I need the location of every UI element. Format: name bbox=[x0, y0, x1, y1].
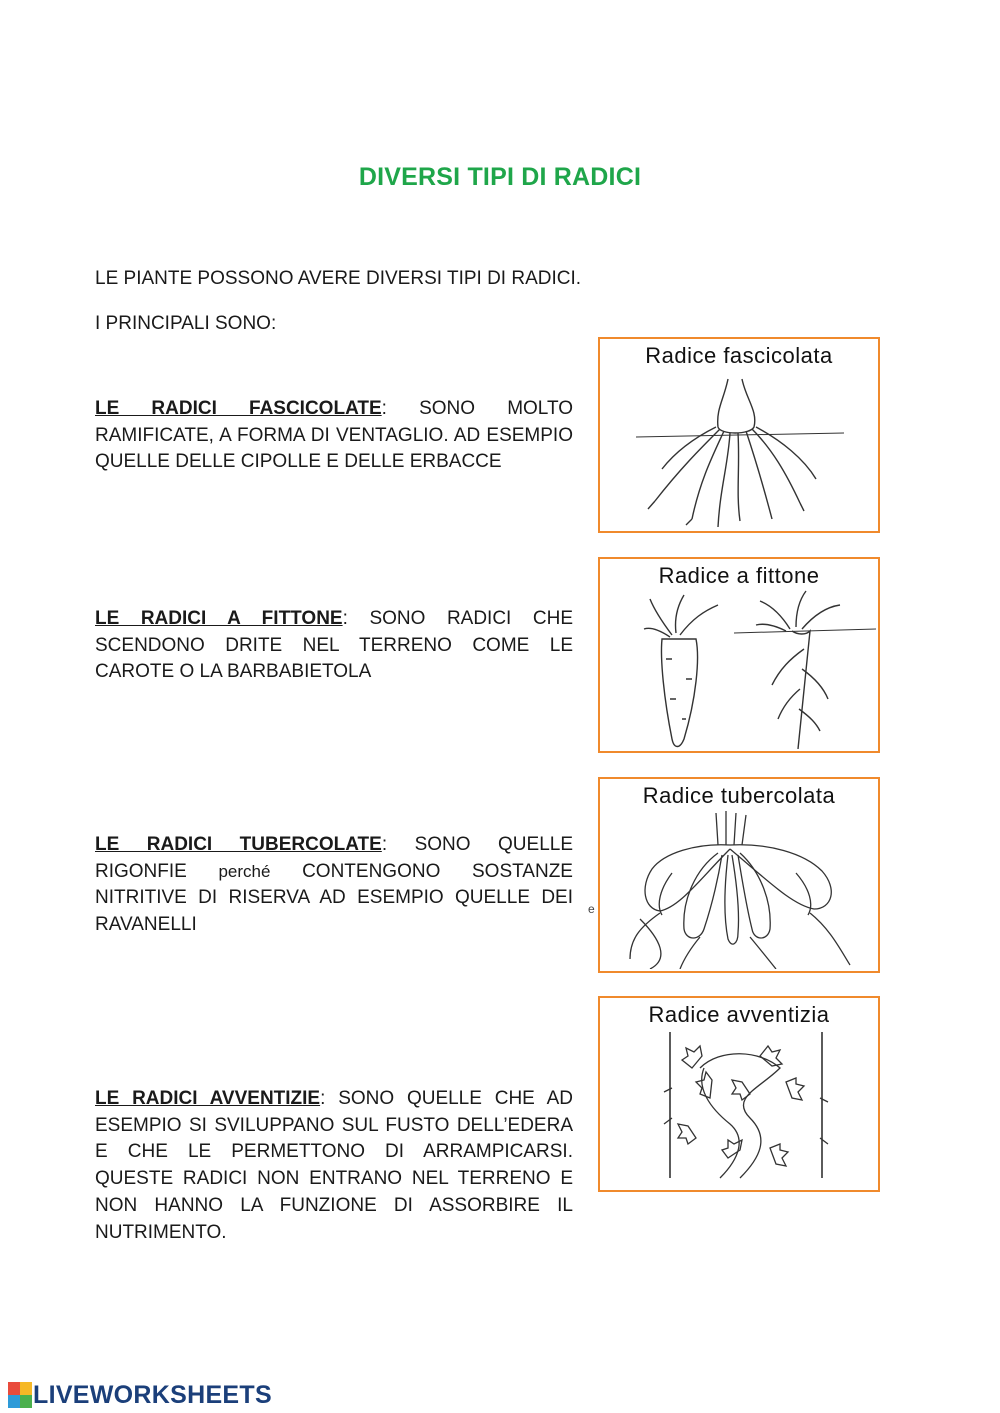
section-tubercolate bbox=[95, 832, 573, 939]
section-heading: LE RADICI A FITTONE bbox=[95, 608, 343, 629]
intro-line: LE PIANTE POSSONO AVERE DIVERSI TIPI DI RADICI. bbox=[95, 268, 582, 289]
image-card-fittone bbox=[598, 557, 880, 753]
section-text: : SONO QUELLE RIGONFIE bbox=[95, 834, 573, 882]
image-card-avventizia bbox=[598, 996, 880, 1192]
adventitious-root-illustration bbox=[600, 1028, 880, 1188]
image-card-tubercolata bbox=[598, 777, 880, 973]
section-heading: LE RADICI FASCICOLATE bbox=[95, 398, 382, 419]
section-fascicolate bbox=[95, 396, 573, 476]
section-text: perché bbox=[218, 861, 271, 881]
logo-icon bbox=[8, 1382, 32, 1408]
section-heading: LE RADICI AVVENTIZIE bbox=[95, 1088, 321, 1109]
intro-subtitle: I PRINCIPALI SONO: bbox=[95, 313, 277, 334]
section-text: CONTENGONO SOSTANZE NITRITIVE DI RISERVA AD ESEMPIO QUELLE DEI RAVANELLI bbox=[95, 860, 573, 936]
fibrous-root-illustration bbox=[600, 369, 880, 529]
section-text: : SONO RADICI CHE SCENDONO DRITE NEL TERRENO COME LE CAROTE O LA BARBABIETOLA bbox=[95, 608, 573, 683]
section-fittone bbox=[95, 606, 573, 686]
tuberous-root-illustration bbox=[600, 809, 880, 969]
image-card-fascicolata bbox=[598, 337, 880, 533]
section-heading: LE RADICI TUBERCOLATE bbox=[95, 834, 382, 855]
stray-character: e bbox=[588, 902, 595, 916]
image-label: Radice avventizia bbox=[648, 1002, 830, 1027]
section-text: : SONO MOLTO RAMIFICATE, A FORMA DI VENTAGLIO. AD ESEMPIO QUELLE DELLE CIPOLLE E DELLE ERBACCE bbox=[95, 398, 573, 473]
liveworksheets-logo bbox=[8, 1380, 272, 1410]
image-label: Radice fascicolata bbox=[645, 343, 833, 368]
page-title: DIVERSI TIPI DI RADICI bbox=[358, 163, 642, 191]
section-text: : SONO QUELLE CHE AD ESEMPIO SI SVILUPPANO SUL FUSTO DELL’EDERA E CHE LE PERMETTONO DI ARRAMPICARSI. QUESTE RADICI NON ENTRANO NEL TERRENO E NON HANNO LA FUNZIONE DI ASSORBIRE IL NUTRIMENTO. bbox=[95, 1088, 573, 1243]
logo-text: LIVEWORKSHEETS bbox=[33, 1380, 272, 1409]
image-label: Radice tubercolata bbox=[642, 783, 836, 808]
section-avventizie bbox=[95, 1086, 573, 1246]
image-label: Radice a fittone bbox=[658, 563, 820, 588]
taproot-illustration bbox=[600, 589, 880, 749]
